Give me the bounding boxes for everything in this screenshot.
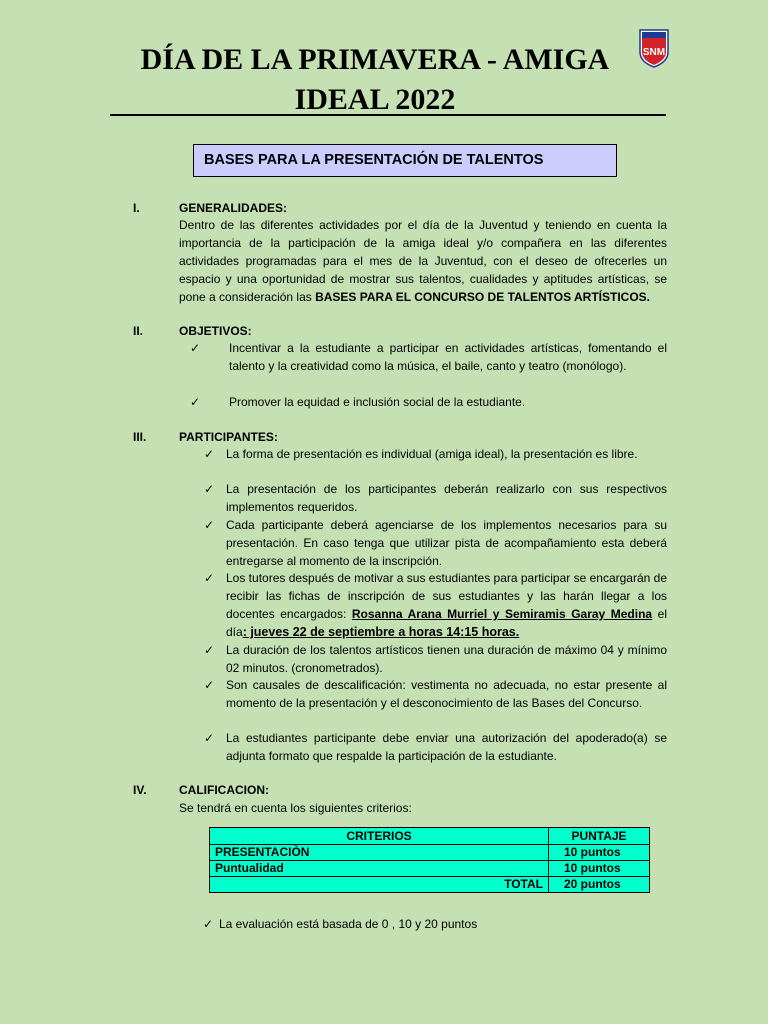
participante-item: La duración de los talentos artísticos tienen una duración de máximo 04 y mínimo 02 minutos. (cronometrados). bbox=[226, 643, 667, 675]
participante-item: La presentación de los participantes deberán realizarlo con sus respectivos implementos requeridos. bbox=[226, 482, 667, 514]
criterio-cell: PRESENTACIÒN bbox=[210, 845, 549, 861]
total-value: 20 puntos bbox=[549, 877, 650, 893]
objetivo-item: Incentivar a la estudiante a participar en actividades artísticas, fomentando el talento y la creatividad como la música, el baile, canto y teatro (monólogo). bbox=[229, 341, 667, 373]
docentes-encargados: Rosanna Arana Murriel y Semiramis Garay Medina bbox=[351, 607, 653, 621]
check-icon: ✓ bbox=[204, 643, 215, 657]
section-title-generalidades: GENERALIDADES: bbox=[179, 201, 288, 215]
participante-item: La estudiantes participante debe enviar una autorización del apoderado(a) se adjunta formato que respalde la participación de la estudiante. bbox=[226, 731, 667, 763]
table-row bbox=[210, 861, 650, 877]
title-line-2: IDEAL 2022 bbox=[294, 83, 456, 116]
tutores-el-dia: el día bbox=[226, 607, 667, 639]
section-number-iii: III. bbox=[133, 430, 147, 444]
tutores-text: Los tutores después de motivar a sus estudiantes para participar se encargarán de recibir las fichas de inscripción de sus estudiantes y las harán llegar a los docentes encargados: bbox=[226, 571, 667, 621]
generalidades-text: Dentro de las diferentes actividades por el día de la Juventud y teniendo en cuenta la importancia de la participación de la amiga ideal y/o compañera en las diferentes actividades programadas para el mes de la Juventud, con el deseo de ofrecerles un espacio y una oportunidad de mostrar sus talentos, cualidades y aptitudes artísticas, se pone a consideración las bbox=[179, 218, 667, 304]
section-title-calificacion: CALIFICACION: bbox=[179, 783, 269, 797]
check-icon: ✓ bbox=[204, 678, 215, 692]
check-icon: ✓ bbox=[204, 571, 215, 585]
check-icon: ✓ bbox=[204, 447, 215, 461]
table-row bbox=[210, 845, 650, 861]
check-icon: ✓ bbox=[203, 917, 214, 931]
title-divider bbox=[110, 114, 666, 116]
objetivo-item: Promover la equidad e inclusión social de la estudiante. bbox=[229, 395, 526, 409]
evaluacion-note: La evaluación está basada de 0 , 10 y 20 puntos bbox=[219, 917, 478, 931]
section-number-iv: IV. bbox=[133, 783, 147, 797]
header-puntaje: PUNTAJE bbox=[549, 828, 650, 845]
table-header-row bbox=[210, 828, 650, 845]
bases-heading-box: BASES PARA LA PRESENTACIÓN DE TALENTOS bbox=[193, 144, 617, 177]
check-icon: ✓ bbox=[204, 731, 215, 745]
total-label: TOTAL bbox=[210, 877, 549, 893]
section-title-participantes: PARTICIPANTES: bbox=[179, 430, 278, 444]
participante-item: Cada participante deberá agenciarse de los implementos necesarios para su presentación. En caso tenga que utilizar pista de acompañamiento esta deberá entregarse al momento de la inscripción. bbox=[226, 518, 667, 568]
participante-item: Son causales de descalificación: vestimenta no adecuada, no estar presente al momento de la presentación y el desconocimiento de las Bases del Concurso. bbox=[226, 678, 667, 710]
generalidades-paragraph bbox=[179, 216, 667, 306]
puntaje-cell: 10 puntos bbox=[549, 861, 650, 877]
header-criterios: CRITERIOS bbox=[210, 828, 549, 845]
school-shield-logo bbox=[638, 28, 670, 68]
generalidades-bold-text: BASES PARA EL CONCURSO DE TALENTOS ARTÍSTICOS. bbox=[315, 290, 651, 304]
check-icon: ✓ bbox=[190, 341, 201, 355]
table-total-row bbox=[210, 877, 650, 893]
check-icon: ✓ bbox=[190, 395, 201, 409]
check-icon: ✓ bbox=[204, 518, 215, 532]
document-title bbox=[110, 40, 640, 120]
section-number-i: I. bbox=[133, 201, 140, 215]
puntaje-cell: 10 puntos bbox=[549, 845, 650, 861]
calificacion-intro: Se tendrá en cuenta los siguientes criterios: bbox=[179, 801, 412, 815]
criterios-table bbox=[209, 827, 650, 893]
section-title-objetivos: OBJETIVOS: bbox=[179, 324, 252, 338]
participante-item-tutores bbox=[226, 569, 667, 641]
criterio-cell: Puntualidad bbox=[210, 861, 549, 877]
section-number-ii: II. bbox=[133, 324, 144, 338]
fecha-inscripcion: : jueves 22 de septiembre a horas 14:15 horas. bbox=[242, 625, 520, 639]
logo-text: SNM bbox=[642, 47, 666, 58]
participante-item: La forma de presentación es individual (amiga ideal), la presentación es libre. bbox=[226, 447, 638, 461]
title-line-1: DÍA DE LA PRIMAVERA - AMIGA bbox=[140, 43, 610, 76]
check-icon: ✓ bbox=[204, 482, 215, 496]
